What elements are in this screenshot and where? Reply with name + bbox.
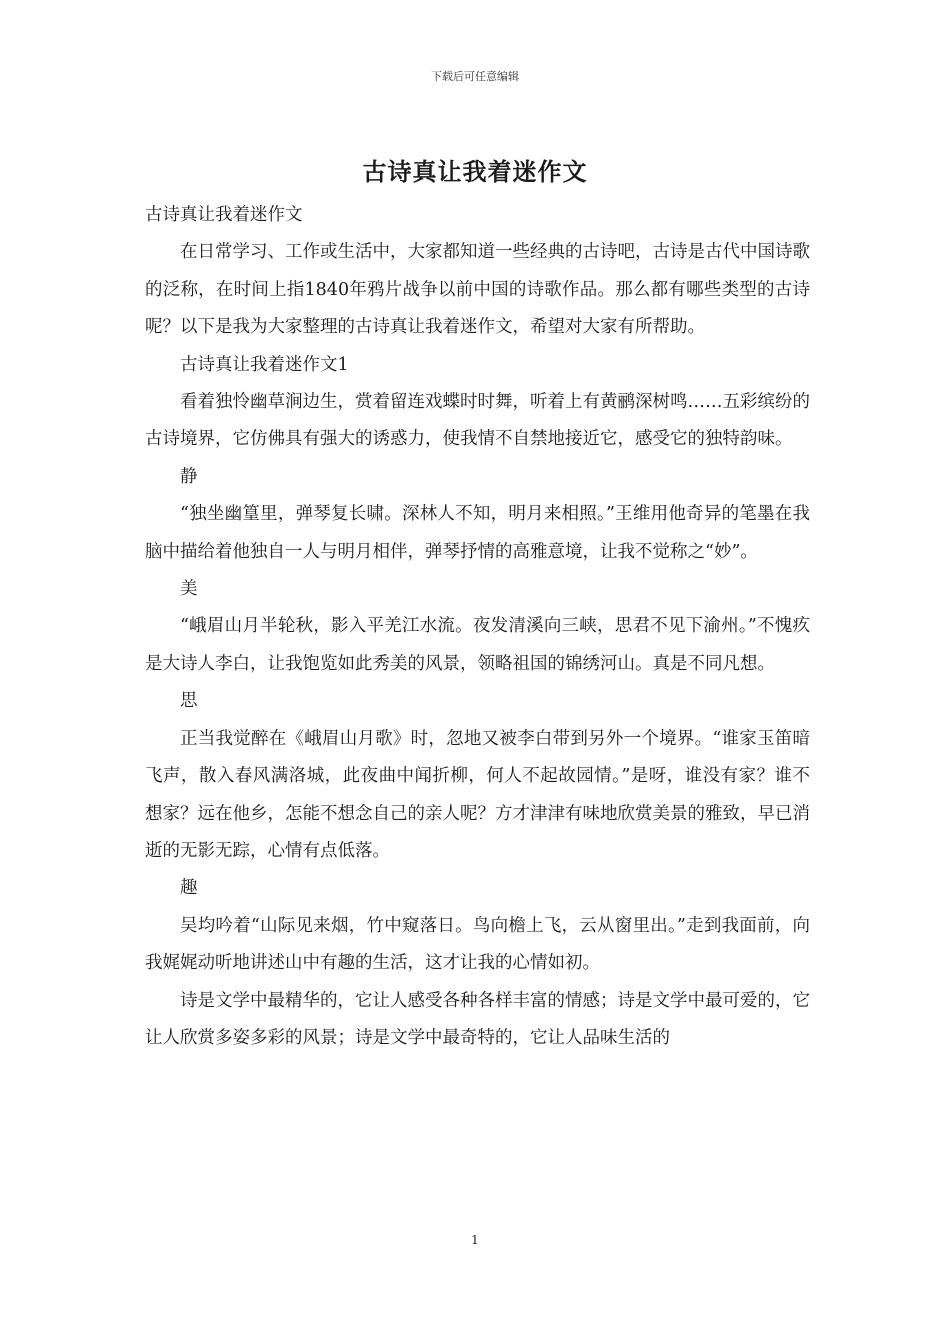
body-paragraph: 看着独怜幽草涧边生，赏着留连戏蝶时时舞，听着上有黄鹂深树鸣……五彩缤纷的古诗境界，它仿佛具有强大的诱惑力，使我情不自禁地接近它，感受它的独特韵味。	[145, 392, 810, 450]
page-number: 1	[471, 1233, 479, 1247]
document-title: 古诗真让我着迷作文	[362, 157, 588, 186]
subtitle-paragraph: 古诗真让我着迷作文	[145, 205, 303, 225]
section-label-qu: 趣	[180, 878, 198, 899]
body-paragraph: “独坐幽篁里，弹琴复长啸。深林人不知，明月来相照。”王维用他奇异的笔墨在我脑中描给着他独自一人与明月相伴，弹琴抒情的高雅意境，让我不觉称之“妙”。	[145, 504, 810, 562]
document-body	[145, 197, 810, 1057]
body-paragraph: “峨眉山月半轮秋，影入平羌江水流。夜发清溪向三峡，思君不见下渝州。”不愧疚是大诗人李白，让我饱览如此秀美的风景，领略祖国的锦绣河山。真是不同凡想。	[145, 616, 810, 674]
body-paragraph: 诗是文学中最精华的，它让人感受各种各样丰富的情感；诗是文学中最可爱的，它让人欣赏多姿多彩的风景；诗是文学中最奇特的，它让人品味生活的	[145, 990, 810, 1048]
header-note: 下载后可任意编辑	[431, 70, 519, 83]
section-label-jing: 静	[180, 466, 198, 487]
section-label-si: 思	[180, 691, 198, 712]
body-paragraph: 吴均吟着“山际见来烟，竹中窥落日。鸟向檐上飞，云从窗里出。”走到我面前，向我娓娓动听地讲述山中有趣的生活，这才让我的心情如初。	[145, 915, 810, 974]
body-paragraph: 正当我觉醉在《峨眉山月歌》时，忽地又被李白带到另外一个境界。“谁家玉笛暗飞声，散入春风满洛城，此夜曲中闻折柳，何人不起故园情。”是呀，谁没有家？谁不想家？远在他乡，怎能不想念自己的亲人呢？方才津津有味地欣赏美景的雅致，早已消逝的无影无踪，心情有点低落。	[145, 728, 810, 861]
section-heading: 古诗真让我着迷作文1	[180, 354, 349, 375]
section-label-mei: 美	[180, 579, 198, 600]
intro-paragraph: 在日常学习、工作或生活中，大家都知道一些经典的古诗吧，古诗是古代中国诗歌的泛称，在时间上指1840年鸦片战争以前中国的诗歌作品。那么都有哪些类型的古诗呢？以下是我为大家整理的古诗真让我着迷作文，希望对大家有所帮助。	[145, 242, 810, 338]
